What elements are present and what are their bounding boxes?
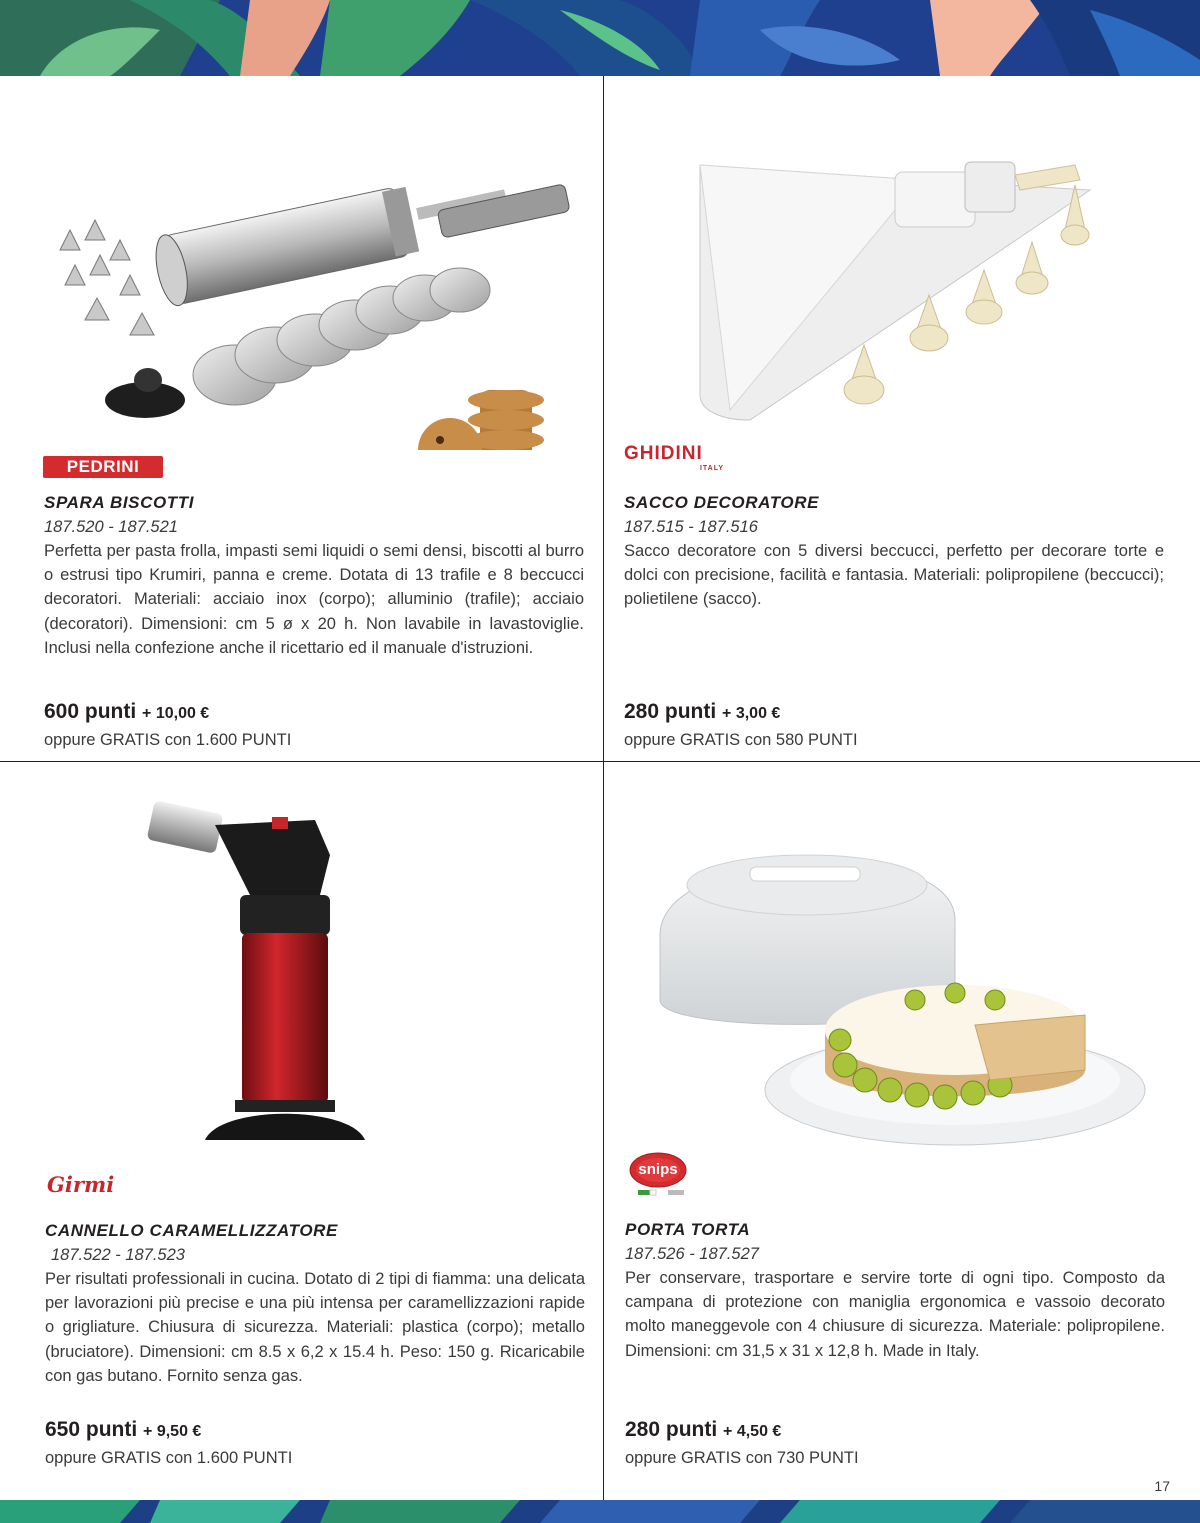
brand-logo-girmi: Girmi bbox=[47, 1172, 115, 1197]
top-decorative-banner bbox=[0, 0, 1200, 76]
price-alternative: oppure GRATIS con 1.600 PUNTI bbox=[45, 1449, 293, 1467]
product-price-cannello bbox=[45, 1416, 585, 1470]
product-code: 187.520 - 187.521 bbox=[44, 518, 178, 536]
torch-image bbox=[140, 795, 370, 1160]
product-title: PORTA TORTA bbox=[625, 1220, 751, 1239]
product-title: SPARA BISCOTTI bbox=[44, 493, 195, 512]
brand-logo-pedrini: PEDRINI bbox=[43, 456, 163, 478]
price-points: 280 punti bbox=[624, 700, 717, 723]
brand-subtitle: ITALY bbox=[699, 465, 724, 472]
price-points: 280 punti bbox=[625, 1418, 718, 1441]
row-divider bbox=[0, 761, 1200, 762]
price-extra: + 10,00 € bbox=[142, 705, 210, 722]
price-alternative: oppure GRATIS con 730 PUNTI bbox=[625, 1449, 859, 1467]
price-extra: + 3,00 € bbox=[722, 705, 781, 722]
price-alternative: oppure GRATIS con 580 PUNTI bbox=[624, 731, 858, 749]
product-title: SACCO DECORATORE bbox=[624, 493, 820, 512]
brand-name: GHIDINI bbox=[624, 443, 703, 464]
product-price-porta-torta bbox=[625, 1416, 1165, 1470]
product-price-sacco-decoratore bbox=[624, 698, 1164, 752]
product-code: 187.526 - 187.527 bbox=[625, 1245, 759, 1263]
brand-name: snips bbox=[638, 1161, 678, 1178]
product-description: Perfetta per pasta frolla, impasti semi liquidi o semi densi, biscotti al burro o estrusi tipo Krumiri, panna e creme. Dotata di 13 trafile e 8 beccucci decoratori. Materiali: acciaio inox (corpo); alluminio (trafile); acciaio (decoratori). Dimensioni: cm 5 ø x 20 h. Non lavabile in lavastoviglie. Inclusi nella confezione anche il ricettario ed il manuale d'istruzioni. bbox=[44, 542, 584, 657]
price-points: 650 punti bbox=[45, 1418, 138, 1441]
product-title: CANNELLO CARAMELLIZZATORE bbox=[45, 1221, 338, 1240]
column-divider-bottom bbox=[603, 762, 604, 1500]
product-info-sacco-decoratore bbox=[624, 491, 1164, 612]
column-divider-top bbox=[603, 76, 604, 761]
price-points: 600 punti bbox=[44, 700, 137, 723]
price-extra: + 9,50 € bbox=[143, 1423, 202, 1440]
product-info-porta-torta bbox=[625, 1218, 1165, 1363]
cake-holder-image bbox=[655, 825, 1165, 1160]
product-description: Per conservare, trasportare e servire torte di ogni tipo. Composto da campana di protezione con maniglia ergonomica e vassoio decorato molto maneggevole con 4 chiusure di sicurezza. Materiale: polipropilene. Dimensioni: cm 31,5 x 31 x 12,8 h. Made in Italy. bbox=[625, 1269, 1165, 1360]
cookie-press-image bbox=[40, 150, 600, 450]
product-code: 187.522 - 187.523 bbox=[51, 1246, 185, 1264]
product-info-spara-biscotti bbox=[44, 491, 584, 660]
product-code: 187.515 - 187.516 bbox=[624, 518, 758, 536]
bottom-decorative-banner bbox=[0, 1500, 1200, 1523]
product-info-cannello bbox=[45, 1219, 585, 1388]
price-alternative: oppure GRATIS con 1.600 PUNTI bbox=[44, 731, 292, 749]
brand-logo-snips bbox=[628, 1150, 692, 1202]
page-number: 17 bbox=[1154, 1478, 1170, 1494]
product-description: Per risultati professionali in cucina. Dotato di 2 tipi di fiamma: una delicata per lavorazioni più precise e una più intensa per caramellizzazioni rapide o grigliature. Chiusura di sicurezza. Materiali: plastica (corpo); metallo (bruciatore). Dimensioni: cm 8.5 x 6,2 x 15.4 h. Peso: 150 g. Ricaricabile con gas butano. Fornito senza gas. bbox=[45, 1270, 585, 1385]
brand-logo-ghidini bbox=[624, 444, 734, 474]
product-description: Sacco decoratore con 5 diversi beccucci, perfetto per decorare torte e dolci con precisione, facilità e fantasia. Materiali: polipropilene (beccucci); polietilene (sacco). bbox=[624, 542, 1164, 609]
price-extra: + 4,50 € bbox=[723, 1423, 782, 1440]
piping-bag-image bbox=[690, 150, 1100, 440]
product-price-spara-biscotti bbox=[44, 698, 584, 752]
